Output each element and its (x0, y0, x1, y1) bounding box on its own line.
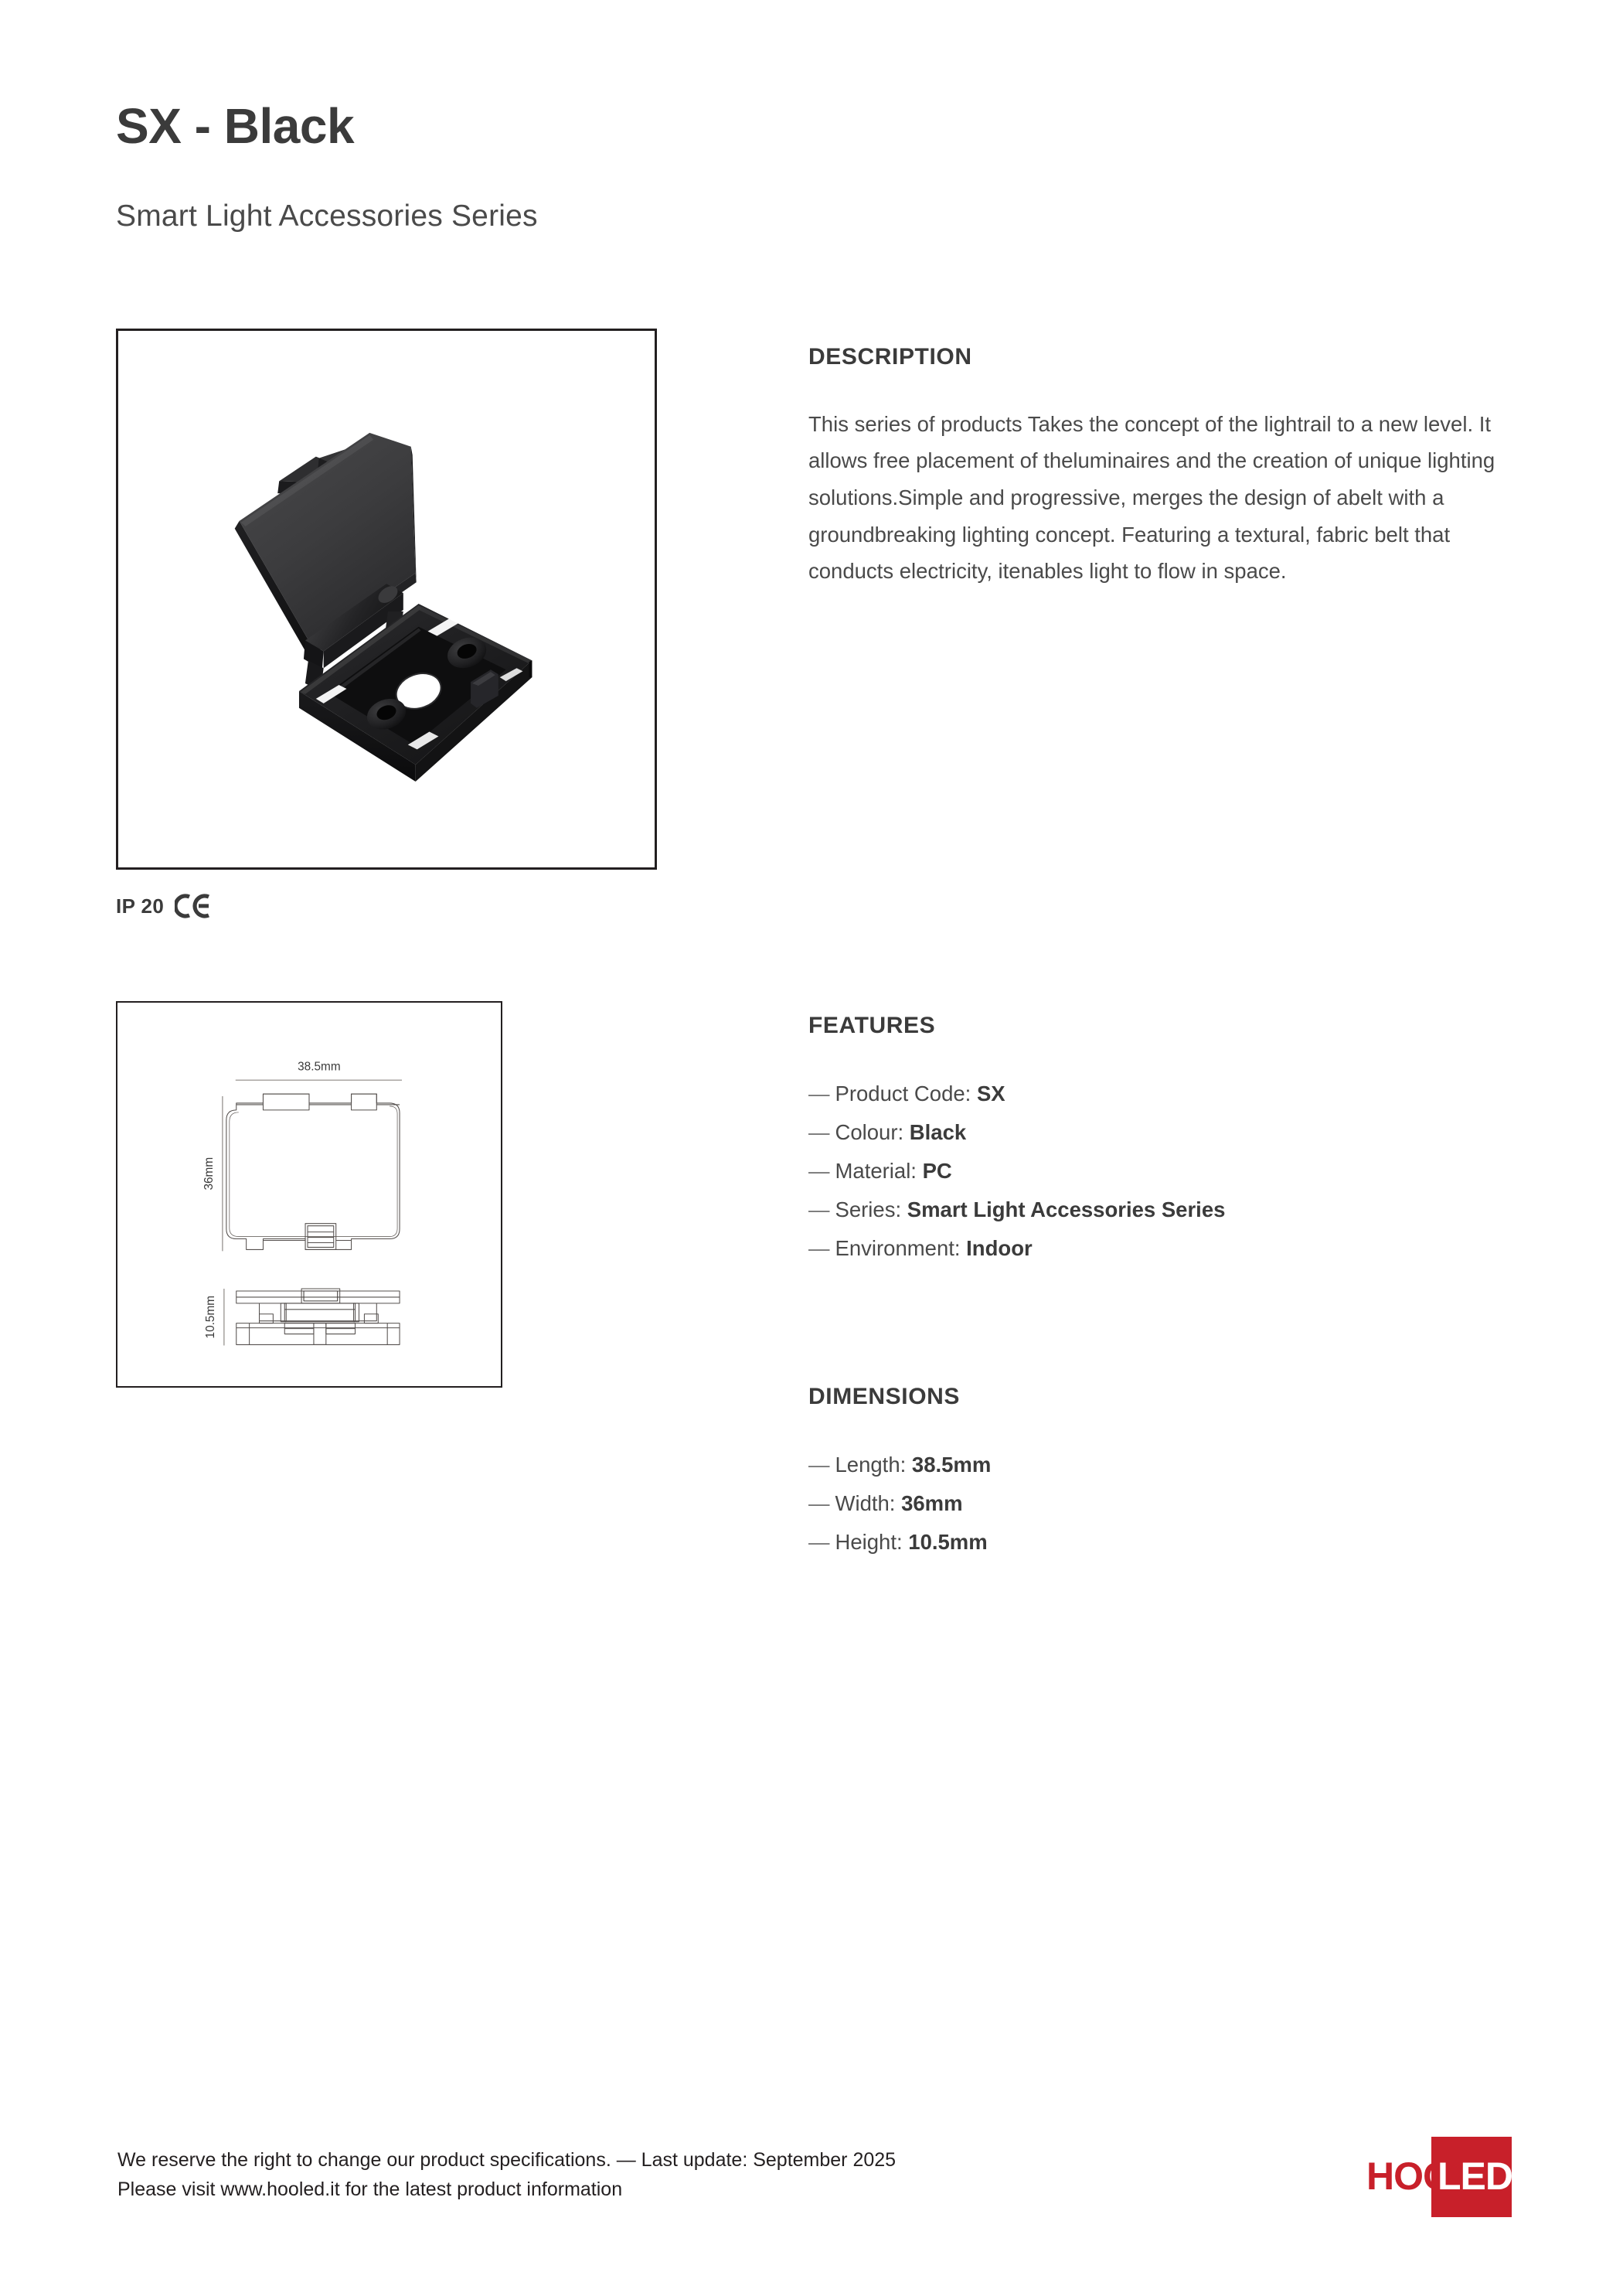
drawing-height-label: 10.5mm (203, 1295, 217, 1339)
feature-value: PC (922, 1158, 952, 1183)
ce-mark-icon (175, 893, 210, 919)
features-list (808, 1075, 1519, 1268)
list-item (808, 1446, 1519, 1484)
list-dash: — (808, 1529, 830, 1554)
feature-value: Indoor (966, 1236, 1033, 1261)
dimension-label: Length: (835, 1452, 907, 1477)
list-item (808, 1523, 1519, 1562)
ip-rating-label: IP 20 (116, 894, 165, 918)
footer-line-2: Please visit www.hooled.it for the latest product information (117, 2178, 623, 2200)
page-subtitle: Smart Light Accessories Series (116, 199, 538, 233)
dimension-label: Height: (835, 1529, 903, 1554)
list-item (808, 1075, 1519, 1113)
list-item (808, 1191, 1519, 1229)
list-dash: — (808, 1197, 830, 1222)
dimension-value: 36mm (901, 1490, 963, 1515)
technical-drawing (117, 1003, 501, 1386)
list-item (808, 1229, 1519, 1268)
feature-value: SX (976, 1081, 1005, 1105)
feature-label: Environment: (835, 1236, 961, 1261)
features-section (808, 993, 1519, 1268)
description-section (808, 325, 1519, 611)
hooled-logo (1360, 2134, 1515, 2220)
dimensions-heading: DIMENSIONS (808, 1383, 961, 1409)
list-dash: — (808, 1452, 830, 1477)
logo-text-hoo: HOO (1366, 2155, 1452, 2198)
description-body: This series of products Takes the concept of the lightrail to a new level. It allows free placement of theluminaires and the creation of unique lighting solutions.Simple and progressive, merges the design of abelt with a groundbreaking lighting concept. Featuring a textural, fabric belt that conducts electricity, itenables light to flow in space. (808, 411, 1495, 584)
list-dash: — (808, 1490, 830, 1515)
hooled-logo-mark (1360, 2134, 1515, 2220)
list-dash: — (808, 1081, 830, 1105)
dimension-value: 38.5mm (911, 1452, 992, 1477)
list-item (808, 1152, 1519, 1191)
features-heading: FEATURES (808, 1012, 936, 1038)
product-image-frame (116, 329, 657, 870)
feature-label: Product Code: (835, 1081, 971, 1105)
feature-value: Smart Light Accessories Series (907, 1197, 1226, 1222)
dimension-label: Width: (835, 1490, 896, 1515)
logo-text-led: LED (1438, 2155, 1512, 2198)
description-heading: DESCRIPTION (808, 343, 972, 370)
dimension-value: 10.5mm (908, 1529, 988, 1554)
list-dash: — (808, 1236, 830, 1261)
feature-label: Colour: (835, 1119, 904, 1144)
feature-label: Material: (835, 1158, 917, 1183)
list-dash: — (808, 1119, 830, 1144)
technical-drawing-frame (116, 1001, 502, 1388)
page-title: SX - Black (116, 98, 355, 154)
product-photo (118, 331, 655, 867)
drawing-length-label: 38.5mm (298, 1060, 341, 1074)
feature-label: Series: (835, 1197, 902, 1222)
dimensions-list (808, 1446, 1519, 1562)
list-dash: — (808, 1158, 830, 1183)
ip-rating (116, 893, 210, 919)
footer-line-1: We reserve the right to change our product specifications. — Last update: September 2025 (117, 2149, 897, 2171)
drawing-width-label: 36mm (202, 1157, 216, 1191)
list-item (808, 1113, 1519, 1152)
dimensions-section (808, 1364, 1519, 1562)
feature-value: Black (909, 1119, 967, 1144)
footer-disclaimer (117, 2145, 896, 2204)
list-item (808, 1484, 1519, 1523)
